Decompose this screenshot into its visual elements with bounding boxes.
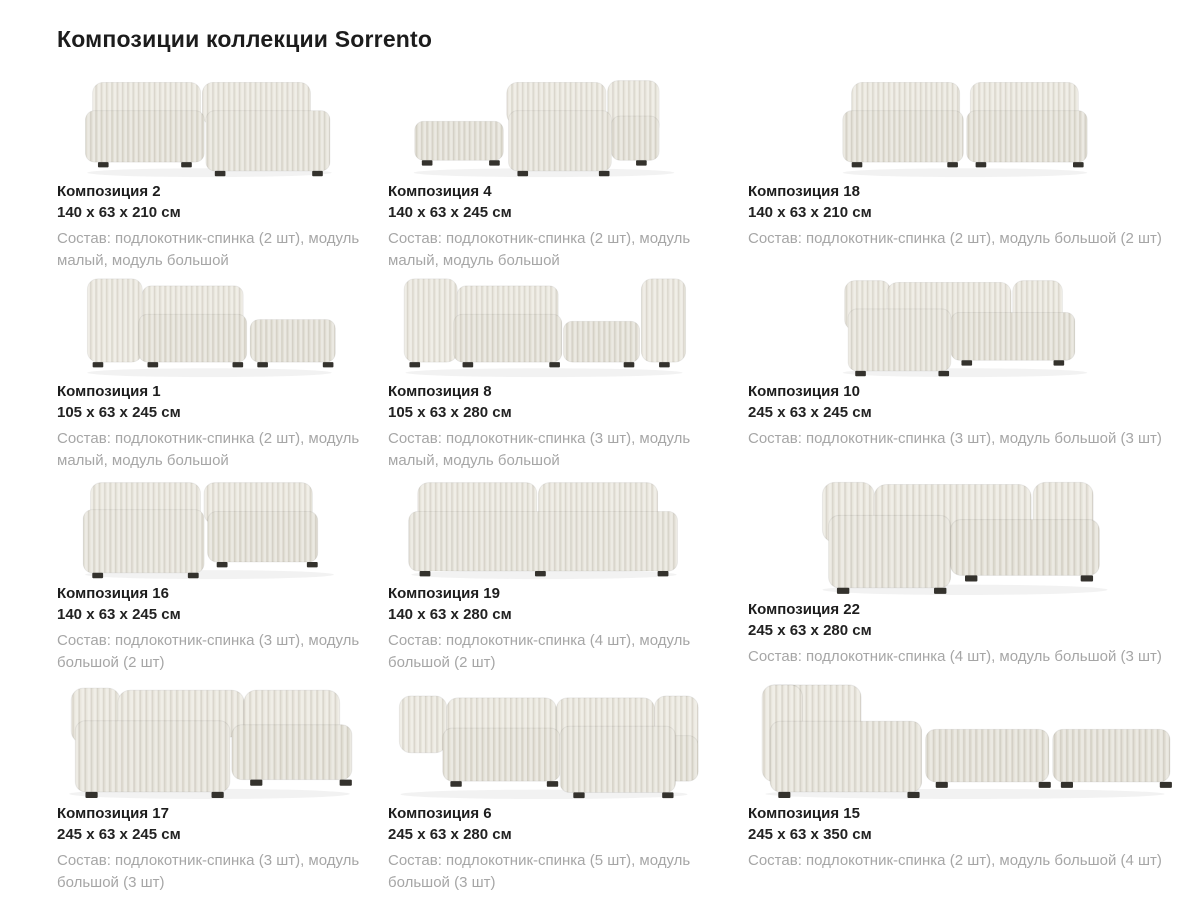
composition-contents: Состав: подлокотник-спинка (3 шт), модуль большой (3 шт)	[748, 430, 1162, 447]
sofa-image	[388, 270, 700, 378]
composition-dimensions: 140 х 63 х 210 см	[57, 204, 181, 221]
sofa-image	[388, 70, 700, 178]
composition-name: Композиция 10	[748, 383, 860, 400]
sofa-image	[748, 470, 1182, 596]
composition-contents: Состав: подлокотник-спинка (4 шт), модуль большой (3 шт)	[748, 648, 1162, 665]
composition-name: Композиция 15	[748, 805, 860, 822]
composition-name: Композиция 18	[748, 183, 860, 200]
composition-card	[748, 270, 1182, 450]
sofa-image	[748, 270, 1182, 378]
composition-name: Композиция 19	[388, 585, 500, 602]
sofa-image	[57, 70, 362, 178]
composition-card	[748, 70, 1182, 250]
sofa-image	[748, 70, 1182, 178]
composition-card	[57, 470, 362, 674]
composition-card	[388, 672, 700, 894]
composition-dimensions: 140 х 63 х 280 см	[388, 606, 512, 623]
composition-name: Композиция 8	[388, 383, 492, 400]
composition-card	[57, 270, 362, 472]
composition-contents: Состав: подлокотник-спинка (2 шт), модуль малый, модуль большой	[388, 230, 691, 269]
composition-card	[57, 70, 362, 272]
composition-dimensions: 245 х 63 х 350 см	[748, 826, 872, 843]
sofa-image	[388, 672, 700, 800]
composition-dimensions: 140 х 63 х 210 см	[748, 204, 872, 221]
composition-card	[388, 70, 700, 272]
composition-name: Композиция 2	[57, 183, 161, 200]
composition-card	[748, 672, 1182, 872]
composition-contents: Состав: подлокотник-спинка (3 шт), модуль малый, модуль большой	[388, 430, 691, 469]
composition-contents: Состав: подлокотник-спинка (3 шт), модуль большой (2 шт)	[57, 632, 360, 671]
composition-name: Композиция 16	[57, 585, 169, 602]
sofa-image	[388, 470, 700, 580]
composition-name: Композиция 22	[748, 601, 860, 618]
composition-dimensions: 140 х 63 х 245 см	[57, 606, 181, 623]
composition-dimensions: 245 х 63 х 245 см	[57, 826, 181, 843]
composition-contents: Состав: подлокотник-спинка (3 шт), модуль большой (3 шт)	[57, 852, 360, 891]
composition-name: Композиция 17	[57, 805, 169, 822]
sofa-image	[57, 672, 362, 800]
composition-dimensions: 245 х 63 х 280 см	[388, 826, 512, 843]
sofa-image	[748, 672, 1182, 800]
composition-name: Композиция 6	[388, 805, 492, 822]
composition-name: Композиция 1	[57, 383, 161, 400]
composition-dimensions: 105 х 63 х 280 см	[388, 404, 512, 421]
composition-contents: Состав: подлокотник-спинка (2 шт), модуль малый, модуль большой	[57, 230, 360, 269]
composition-name: Композиция 4	[388, 183, 492, 200]
composition-dimensions: 105 х 63 х 245 см	[57, 404, 181, 421]
composition-card	[388, 470, 700, 674]
sofa-image	[57, 470, 362, 580]
composition-card	[57, 672, 362, 894]
composition-contents: Состав: подлокотник-спинка (2 шт), модуль большой (4 шт)	[748, 852, 1162, 869]
composition-dimensions: 140 х 63 х 245 см	[388, 204, 512, 221]
composition-card	[388, 270, 700, 472]
composition-card	[748, 470, 1182, 668]
composition-dimensions: 245 х 63 х 280 см	[748, 622, 872, 639]
sofa-image	[57, 270, 362, 378]
composition-contents: Состав: подлокотник-спинка (5 шт), модуль большой (3 шт)	[388, 852, 691, 891]
composition-contents: Состав: подлокотник-спинка (4 шт), модуль большой (2 шт)	[388, 632, 691, 671]
page-title: Композиции коллекции Sorrento	[57, 26, 433, 52]
composition-contents: Состав: подлокотник-спинка (2 шт), модуль большой (2 шт)	[748, 230, 1162, 247]
composition-contents: Состав: подлокотник-спинка (2 шт), модуль малый, модуль большой	[57, 430, 360, 469]
composition-dimensions: 245 х 63 х 245 см	[748, 404, 872, 421]
